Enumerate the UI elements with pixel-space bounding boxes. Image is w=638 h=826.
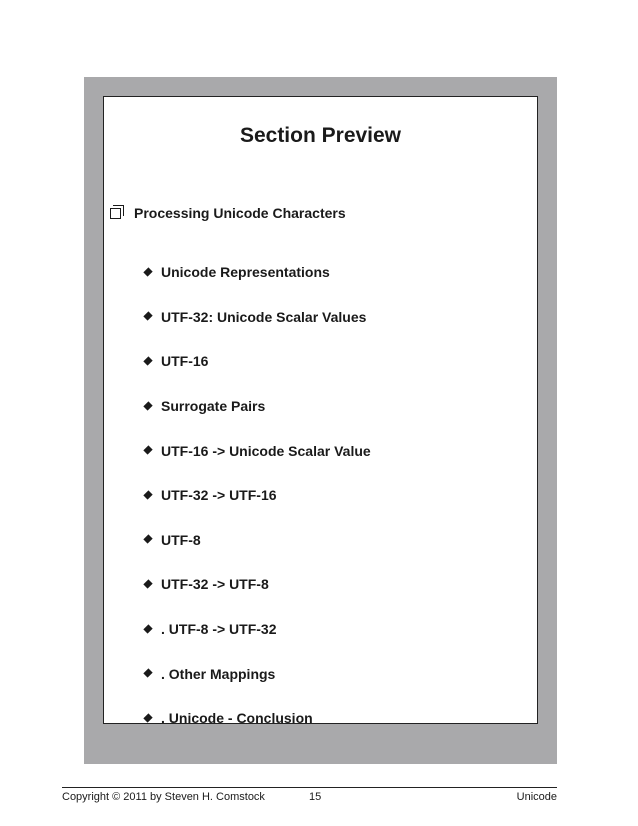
list-item-label: . Other Mappings	[161, 665, 276, 682]
list-item	[144, 562, 371, 607]
diamond-icon	[144, 268, 153, 277]
list-item-label: . Unicode - Conclusion	[161, 710, 313, 727]
diamond-icon	[144, 714, 153, 723]
diamond-icon	[144, 312, 153, 321]
footer-copyright: Copyright © 2011 by Steven H. Comstock	[62, 791, 265, 803]
diamond-icon	[144, 446, 153, 455]
list-item	[144, 339, 371, 384]
list-item	[144, 250, 371, 295]
list-item	[144, 428, 371, 473]
list-item-label: UTF-32: Unicode Scalar Values	[161, 308, 367, 325]
list-item-label: UTF-16	[161, 353, 209, 370]
diamond-icon	[144, 402, 153, 411]
diamond-icon	[144, 535, 153, 544]
list-item-label: Surrogate Pairs	[161, 398, 266, 415]
list-item	[144, 518, 371, 563]
footer-topic: Unicode	[516, 791, 557, 803]
list-item	[144, 651, 371, 696]
main-bullet-label: Processing Unicode Characters	[134, 205, 346, 221]
sub-bullet-list	[144, 250, 371, 741]
diamond-icon	[144, 491, 153, 500]
list-item-label: UTF-32 -> UTF-16	[161, 487, 277, 504]
footer-page-number: 15	[309, 791, 322, 803]
checkbox-icon	[110, 208, 121, 219]
diamond-icon	[144, 669, 153, 678]
list-item-label: . UTF-8 -> UTF-32	[161, 621, 277, 638]
list-item	[144, 295, 371, 340]
list-item-label: Unicode Representations	[161, 264, 330, 281]
diamond-icon	[144, 625, 153, 634]
list-item	[144, 473, 371, 518]
main-bullet-item	[110, 205, 346, 221]
diamond-icon	[144, 357, 153, 366]
list-item-label: UTF-16 -> Unicode Scalar Value	[161, 442, 371, 459]
list-item	[144, 607, 371, 652]
list-item	[144, 384, 371, 429]
list-item-label: UTF-8	[161, 531, 201, 548]
slide-title: Section Preview	[239, 124, 402, 147]
list-item-label: UTF-32 -> UTF-8	[161, 576, 269, 593]
footer-divider	[62, 787, 557, 788]
list-item	[144, 696, 371, 741]
diamond-icon	[144, 580, 153, 589]
